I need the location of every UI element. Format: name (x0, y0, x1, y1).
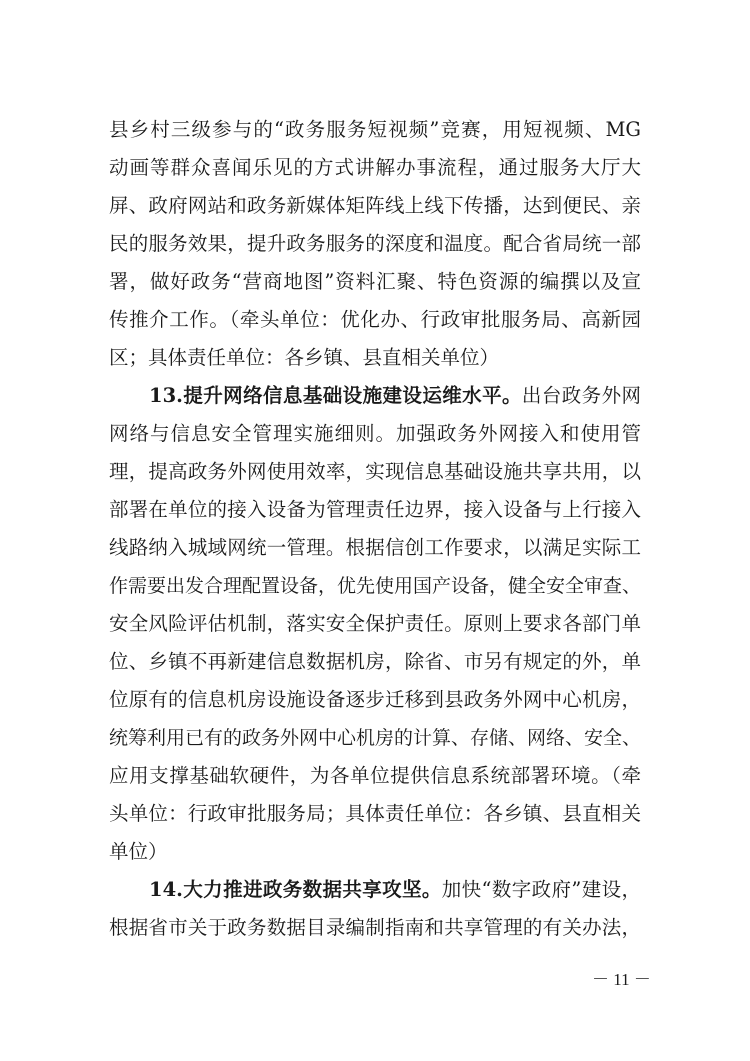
text-line: 应用支撑基础软硬件，为各单位提供信息系统部署环境。（牵 (109, 764, 641, 787)
section-heading: 14.大力推进政务数据共享攻坚。 (149, 878, 442, 901)
text-line: 作需要出发合理配置设备，优先使用国产设备，健全安全审查、 (109, 575, 642, 597)
text-line: 部署在单位的接入设备为管理责任边界，接入设备与上行接入 (109, 498, 641, 521)
text-line: 民的服务效果，提升政务服务的深度和温度。配合省局统一部 (109, 232, 641, 255)
section-heading-line (149, 380, 641, 412)
section-heading-line (149, 874, 641, 906)
text-line: 统筹利用已有的政务外网中心机房的计算、存储、网络、安全、 (109, 727, 642, 749)
text-line: 区；具体责任单位：各乡镇、县直相关单位） (109, 346, 500, 369)
text-line: 屏、政府网站和政务新媒体矩阵线上线下传播，达到便民、亲 (109, 194, 641, 217)
text-line: 网络与信息安全管理实施细则。加强政务外网接入和使用管 (109, 422, 641, 445)
text-line: 位、乡镇不再新建信息数据机房，除省、市另有规定的外，单 (109, 650, 641, 673)
section-text: 出台政务外网 (521, 384, 641, 407)
text-line: 传推介工作。（牵头单位：优化办、行政审批服务局、高新园 (109, 308, 641, 331)
text-line: 头单位：行政审批服务局；具体责任单位：各乡镇、县直相关 (109, 802, 641, 825)
text-line: 理，提高政务外网使用效率，实现信息基础设施共享共用，以 (109, 460, 641, 483)
text-line: 位原有的信息机房设施设备逐步迁移到县政务外网中心机房， (109, 688, 641, 711)
page-number: － 11 － (592, 970, 651, 989)
text-line: 线路纳入城域网统一管理。根据信创工作要求，以满足实际工 (109, 536, 641, 559)
text-line: 根据省市关于政务数据目录编制指南和共享管理的有关办法， (109, 916, 641, 939)
text-line: 动画等群众喜闻乐见的方式讲解办事流程，通过服务大厅大 (109, 156, 641, 179)
section-heading: 13.提升网络信息基础设施建设运维水平。 (149, 384, 522, 407)
text-line: 安全风险评估机制，落实安全保护责任。原则上要求各部门单 (109, 612, 641, 635)
text-line: 县乡村三级参与的“政务服务短视频”竞赛，用短视频、MG (109, 118, 641, 141)
text-line: 署，做好政务“营商地图”资料汇聚、特色资源的编撰以及宣 (109, 270, 641, 293)
text-line: 单位） (109, 840, 168, 863)
section-text: 加快“数字政府”建设， (441, 878, 641, 901)
